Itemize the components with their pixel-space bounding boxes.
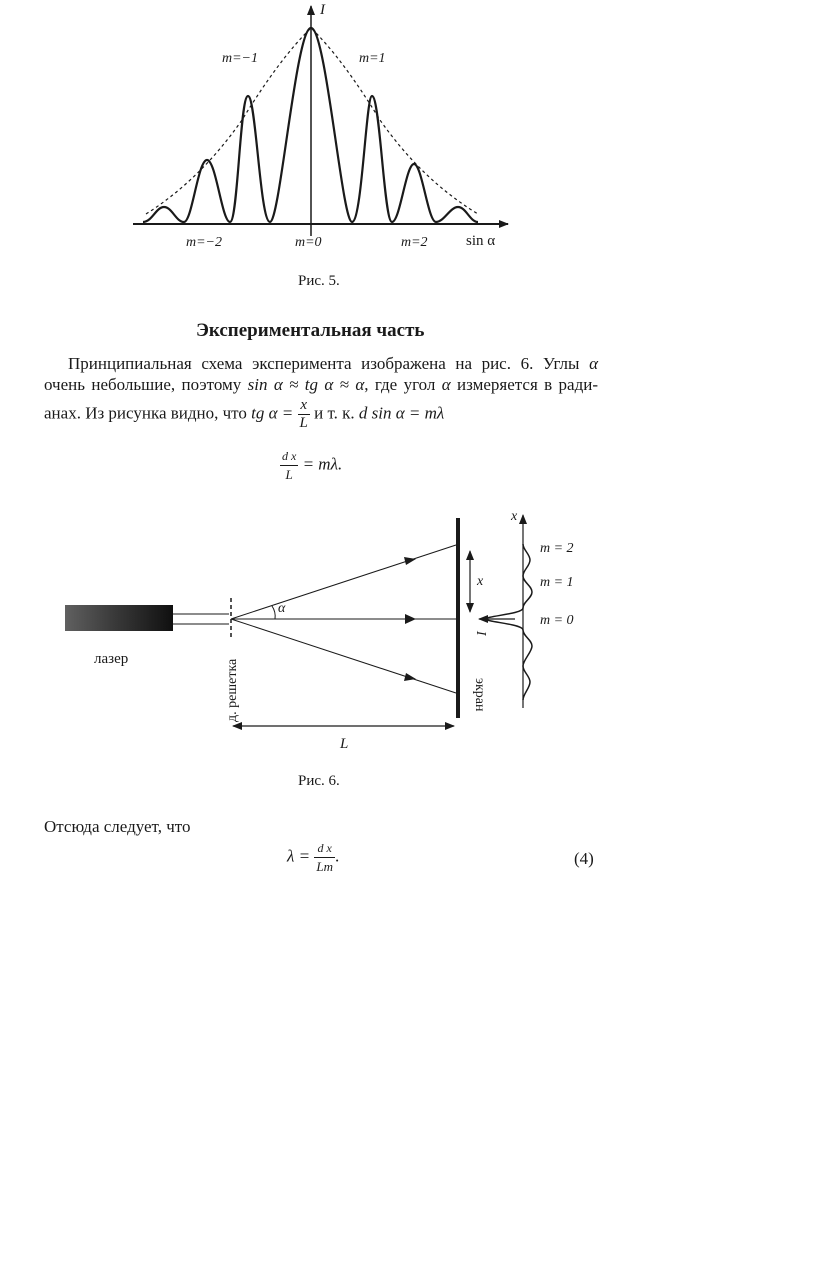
equation-1 bbox=[280, 448, 342, 483]
line3-math: d sin α = mλ bbox=[358, 403, 445, 423]
fraction-denominator: L bbox=[299, 415, 308, 431]
label-m0: m = 0 bbox=[540, 613, 574, 628]
line3-text-b: и т. к. bbox=[314, 403, 355, 423]
line2-text-b: , где угол bbox=[364, 375, 436, 394]
equation-1-fraction bbox=[280, 448, 298, 483]
line2-text-c: измеряется в ради- bbox=[457, 375, 598, 394]
label-x: x bbox=[477, 574, 484, 589]
alpha-arc bbox=[272, 606, 275, 619]
line1-text: Принципиальная схема эксперимента изображена на рис. 6. Углы bbox=[68, 354, 580, 373]
label-screen: экран bbox=[472, 678, 487, 712]
line2-math: sin α ≈ tg α ≈ α bbox=[247, 375, 365, 394]
figure-5-diffraction-intensity bbox=[0, 0, 816, 300]
label-m2: m = 2 bbox=[540, 541, 574, 556]
line3-text-a: анах. Из рисунка видно, что bbox=[44, 403, 247, 423]
label-m-pos1: m=1 bbox=[359, 51, 386, 66]
laser-body bbox=[65, 605, 173, 631]
ray-top-arrow bbox=[404, 557, 416, 565]
figure-6-experiment-scheme bbox=[0, 500, 816, 800]
label-L: L bbox=[340, 736, 349, 752]
figure-5-caption: Рис. 5. bbox=[298, 273, 340, 289]
equation-2-number: (4) bbox=[574, 849, 594, 868]
paragraph-line-2 bbox=[44, 374, 598, 395]
follows-text: Отсюда следует, что bbox=[44, 817, 191, 836]
equation-2-fraction bbox=[314, 840, 335, 875]
ray-center-arrow bbox=[405, 614, 416, 624]
line1-alpha: α bbox=[589, 354, 598, 373]
label-I: I bbox=[475, 631, 490, 636]
equation-1-denominator: L bbox=[285, 467, 293, 482]
equation-2 bbox=[287, 840, 339, 875]
ray-top bbox=[231, 545, 456, 619]
paragraph-line-3 bbox=[44, 397, 598, 432]
fraction-x-over-L bbox=[298, 397, 310, 432]
label-m-neg2: m=−2 bbox=[186, 235, 223, 250]
ray-bottom-arrow bbox=[404, 673, 416, 681]
equation-1-numerator: d x bbox=[280, 448, 298, 466]
equation-2-period: . bbox=[334, 846, 340, 866]
section-title: Экспериментальная часть bbox=[196, 320, 425, 341]
paragraph-line-1 bbox=[44, 353, 598, 374]
label-m1: m = 1 bbox=[540, 575, 574, 590]
line2-text-a: очень небольшие, поэтому bbox=[44, 375, 242, 394]
label-m-neg1: m=−1 bbox=[222, 51, 259, 66]
label-m-zero: m=0 bbox=[295, 235, 322, 250]
equation-1-rhs: = mλ. bbox=[302, 454, 343, 474]
label-m-pos2: m=2 bbox=[401, 235, 428, 250]
label-grating: д. решетка bbox=[225, 658, 240, 722]
line3-tg: tg α = bbox=[251, 403, 294, 423]
axis-x-label: sin α bbox=[466, 233, 496, 249]
label-x-axis: x bbox=[511, 509, 518, 524]
equation-2-numerator: d x bbox=[314, 840, 335, 858]
intensity-profile bbox=[486, 544, 532, 700]
figure-6-caption: Рис. 6. bbox=[298, 773, 340, 789]
ray-bottom bbox=[231, 619, 456, 693]
axis-y-label: I bbox=[320, 2, 325, 18]
body-paragraph bbox=[44, 353, 598, 432]
equation-2-lhs: λ = bbox=[287, 846, 311, 866]
label-alpha: α bbox=[278, 601, 286, 616]
line2-alpha: α bbox=[441, 375, 451, 394]
fraction-numerator: x bbox=[298, 397, 310, 415]
equation-2-denominator: Lm bbox=[316, 859, 333, 874]
label-laser: лазер bbox=[94, 651, 129, 667]
